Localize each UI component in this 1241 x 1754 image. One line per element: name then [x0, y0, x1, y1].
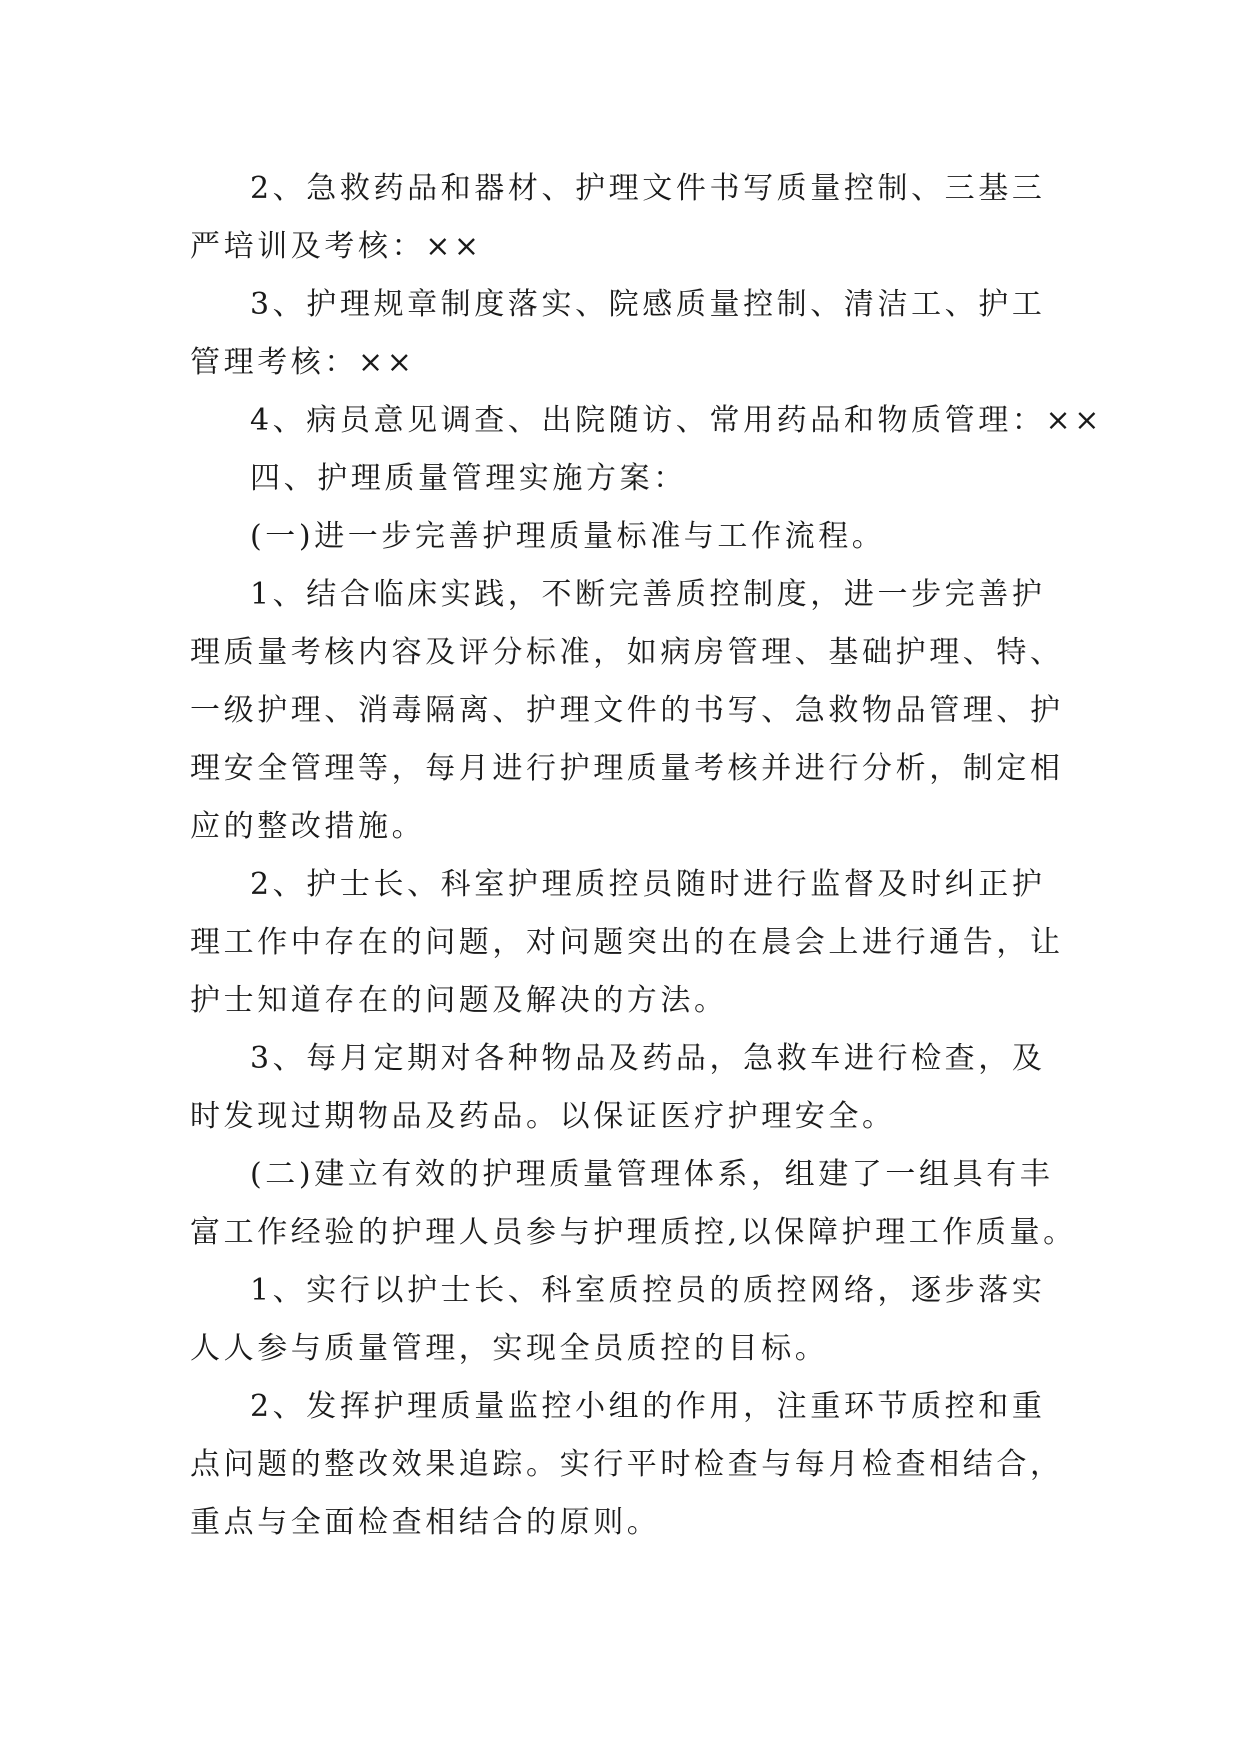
text-line: (二)建立有效的护理质量管理体系，组建了一组具有丰: [250, 1157, 1054, 1192]
text-line: 点问题的整改效果追踪。实行平时检查与每月检查相结合，: [190, 1447, 1064, 1482]
text-line: 时发现过期物品及药品。以保证医疗护理安全。: [190, 1099, 896, 1134]
text-line: 严培训及考核：××: [190, 229, 483, 264]
text-line: 1、结合临床实践，不断完善质控制度，进一步完善护: [250, 577, 1046, 612]
text-line: 富工作经验的护理人员参与护理质控,以保障护理工作质量。: [190, 1215, 1077, 1250]
text-line: 理工作中存在的问题，对问题突出的在晨会上进行通告，让: [190, 925, 1064, 960]
text-line: 管理考核：××: [190, 345, 416, 380]
text-line: 一级护理、消毒隔离、护理文件的书写、急救物品管理、护: [190, 693, 1064, 728]
text-line: 2、护士长、科室护理质控员随时进行监督及时纠正护: [250, 867, 1046, 902]
text-line: 3、每月定期对各种物品及药品，急救车进行检查，及: [250, 1041, 1046, 1076]
text-line: 4、病员意见调查、出院随访、常用药品和物质管理：××: [250, 403, 1103, 438]
text-line: 3、护理规章制度落实、院感质量控制、清洁工、护工: [250, 287, 1046, 322]
text-line: 1、实行以护士长、科室质控员的质控网络，逐步落实: [250, 1273, 1046, 1308]
text-line: 重点与全面检查相结合的原则。: [190, 1505, 661, 1540]
text-line: 理质量考核内容及评分标准，如病房管理、基础护理、特、: [190, 635, 1064, 670]
text-line: 2、发挥护理质量监控小组的作用，注重环节质控和重: [250, 1389, 1046, 1424]
document-body: [190, 160, 1103, 1552]
text-line: 2、急救药品和器材、护理文件书写质量控制、三基三: [250, 171, 1046, 206]
text-line: 人人参与质量管理，实现全员质控的目标。: [190, 1331, 829, 1366]
text-line: 理安全管理等，每月进行护理质量考核并进行分析，制定相: [190, 751, 1064, 786]
text-line: 护士知道存在的问题及解决的方法。: [190, 983, 728, 1018]
text-line: (一)进一步完善护理质量标准与工作流程。: [250, 519, 886, 554]
text-line: 四、护理质量管理实施方案：: [250, 461, 687, 496]
text-line: 应的整改措施。: [190, 809, 426, 844]
